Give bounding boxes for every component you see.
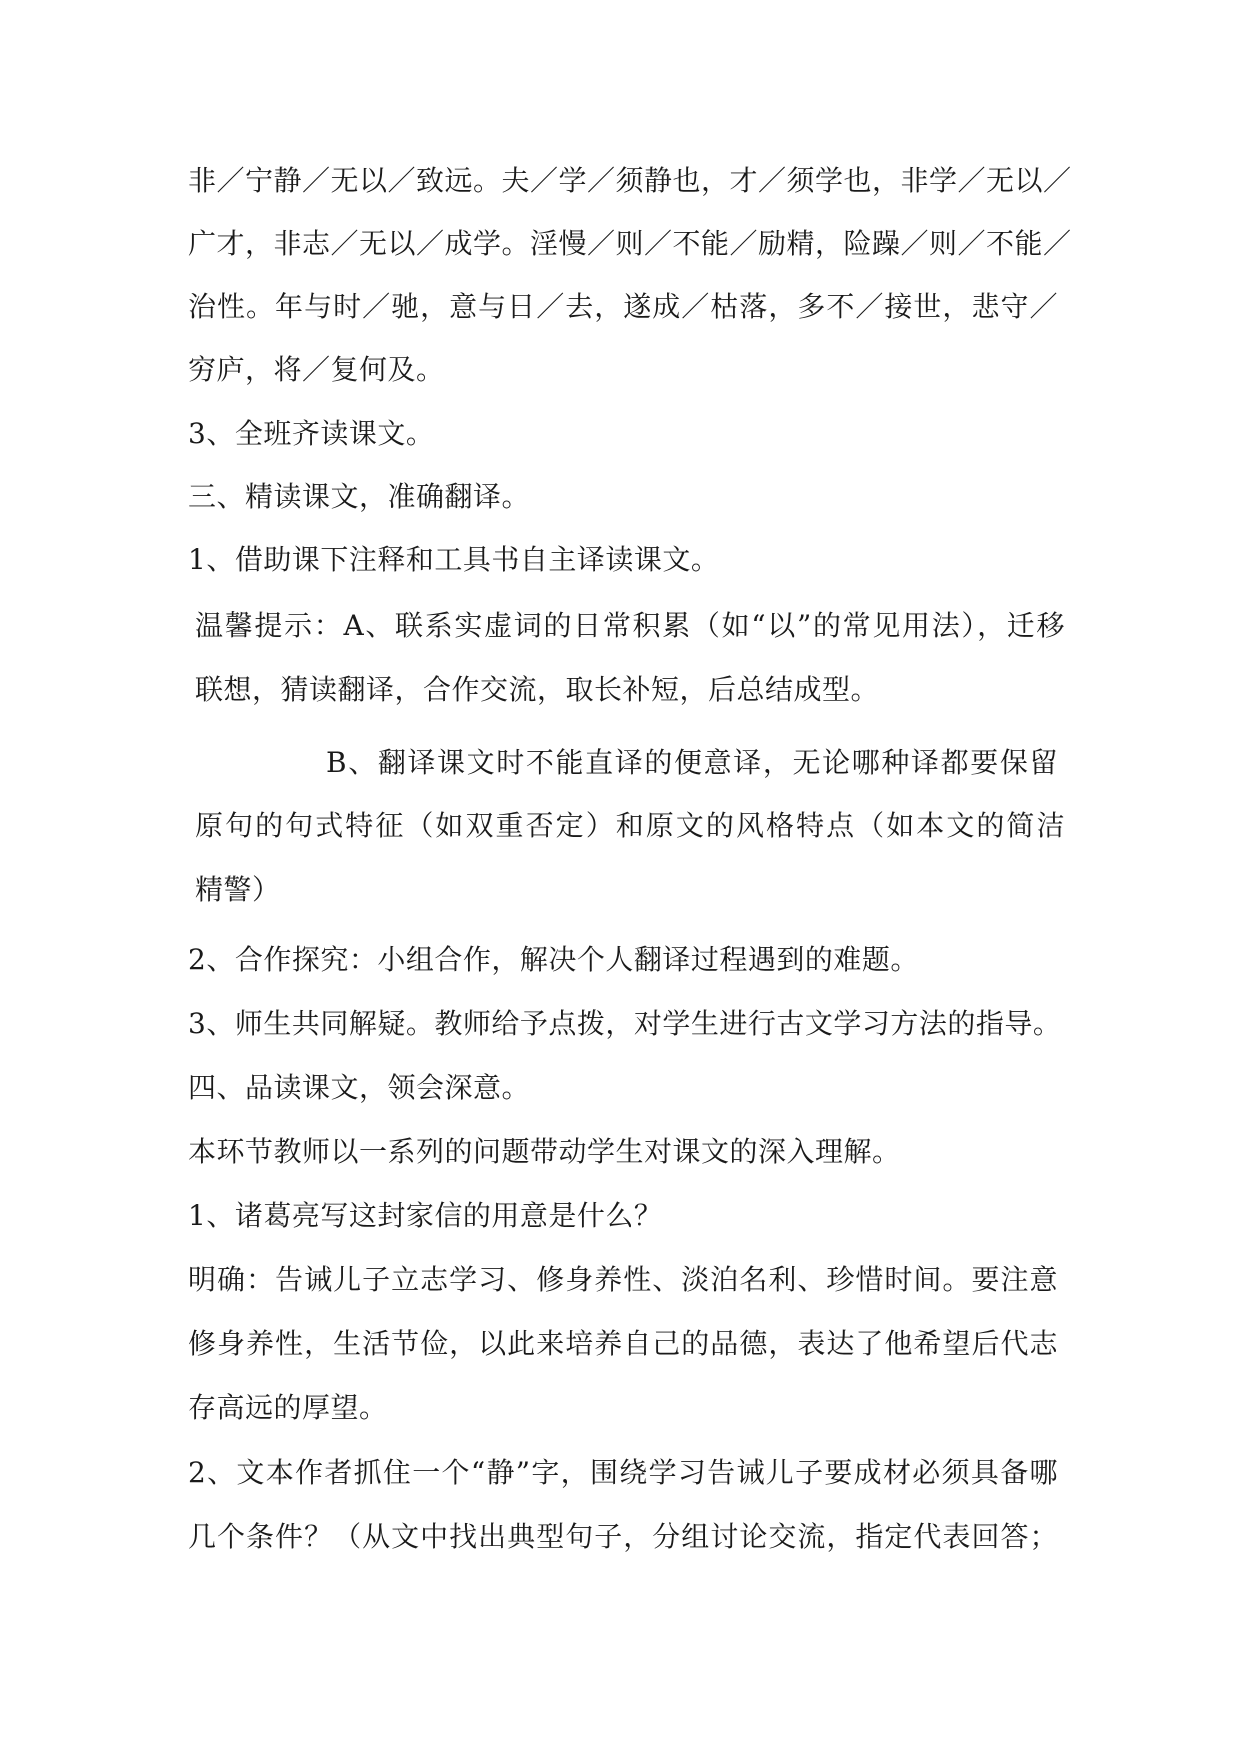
- question-line: 2、文本作者抓住一个“静”字，围绕学习告诫儿子要成材必须具备哪: [188, 1456, 1058, 1489]
- text-line: 治性。年与时／驰，意与日／去，遂成／枯落，多不／接世，悲守／: [188, 290, 1058, 323]
- section-heading: 三、精读课文，准确翻译。: [188, 480, 531, 513]
- text-line: 2、合作探究：小组合作，解决个人翻译过程遇到的难题。: [188, 943, 919, 976]
- text-line: 非／宁静／无以／致远。夫／学／须静也，才／须学也，非学／无以／: [188, 164, 1072, 197]
- answer-line: 存高远的厚望。: [188, 1391, 388, 1424]
- question-line: 1、诸葛亮写这封家信的用意是什么？: [188, 1199, 663, 1232]
- section-heading: 四、品读课文，领会深意。: [188, 1071, 531, 1104]
- text-line: 3、师生共同解疑。教师给予点拨，对学生进行古文学习方法的指导。: [188, 1007, 1062, 1040]
- text-line: 1、借助课下注释和工具书自主译读课文。: [188, 543, 720, 576]
- tip-line: B、翻译课文时不能直译的便意译，无论哪种译都要保留: [326, 746, 1058, 779]
- tip-line: 原句的句式特征（如双重否定）和原文的风格特点（如本文的简洁: [195, 809, 1065, 842]
- text-line: 3、全班齐读课文。: [188, 417, 435, 450]
- answer-line: 修身养性，生活节俭，以此来培养自己的品德，表达了他希望后代志: [188, 1327, 1058, 1360]
- text-line: 穷庐，将／复何及。: [188, 353, 445, 386]
- tip-line: 精警）: [195, 873, 281, 906]
- text-line: 本环节教师以一系列的问题带动学生对课文的深入理解。: [188, 1135, 901, 1168]
- text-line: 广才，非志／无以／成学。淫慢／则／不能／励精，险躁／则／不能／: [188, 227, 1072, 260]
- tip-line: 联想，猜读翻译，合作交流，取长补短，后总结成型。: [195, 673, 880, 706]
- question-line: 几个条件？（从文中找出典型句子，分组讨论交流，指定代表回答；: [188, 1520, 1058, 1553]
- tip-line: 温馨提示：A、联系实虚词的日常积累（如“以”的常见用法），迁移: [195, 609, 1065, 642]
- answer-line: 明确：告诫儿子立志学习、修身养性、淡泊名利、珍惜时间。要注意: [188, 1263, 1058, 1296]
